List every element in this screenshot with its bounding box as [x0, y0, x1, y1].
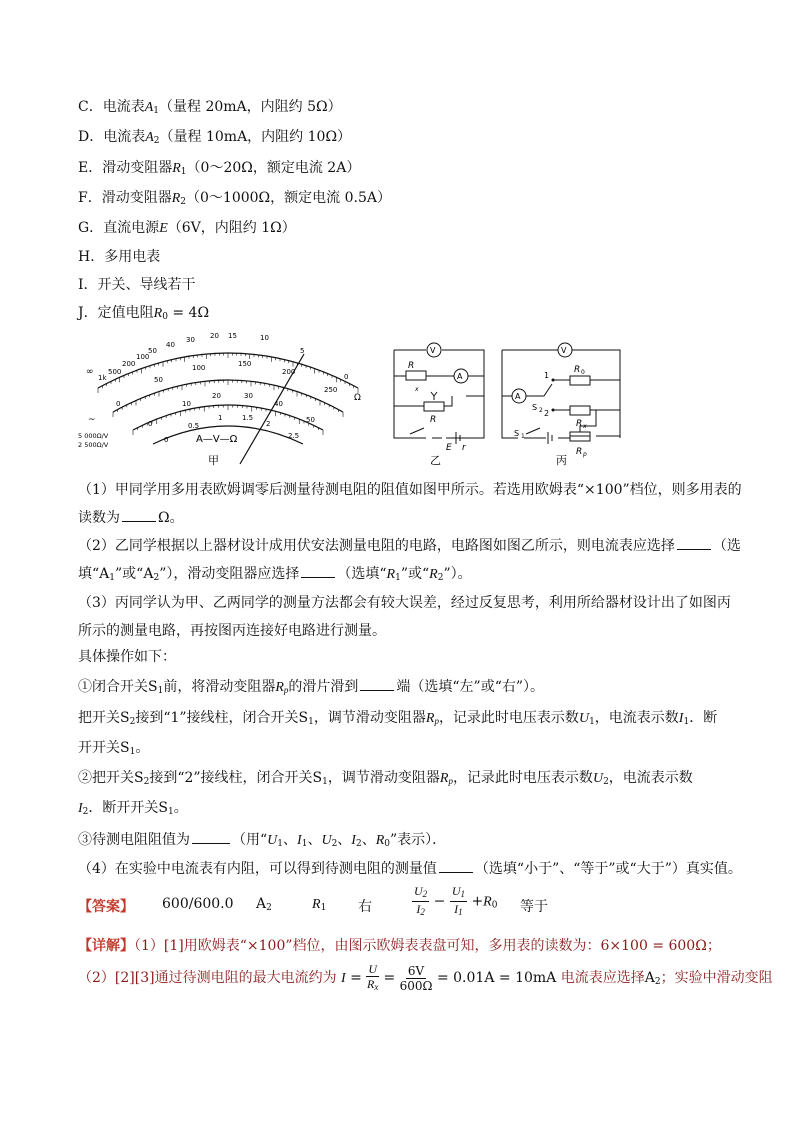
dc-tick-150: 150 [238, 360, 252, 368]
inner-tick-1: 1 [218, 414, 223, 422]
caption-jia: 甲 [208, 454, 219, 467]
option-c: C．电流表$A_1$（量程 20mA，内阻约 5Ω） [78, 99, 342, 116]
q1-line2: 读数为 Ω。 [78, 510, 184, 526]
q3-line1: （3）丙同学认为甲、乙两同学的测量方法都会有较大误差，经过反复思考，利用所给器材设计出了如图丙 [78, 595, 731, 611]
r-int-label: r [462, 443, 466, 453]
dc-tick-250: 250 [324, 386, 338, 394]
q2-line2: 填“$A_1$”或“$A_2$”），滑动变阻器应选择 （选填“$R_1$”或“$R_2$”）。 [78, 566, 472, 583]
rx-resistor [406, 371, 426, 380]
terminal-2: 2 [544, 409, 550, 418]
detail-line1: 【详解】（1）[1]用欧姆表“×100”档位，由图示欧姆表表盘可知，多用表的读数为：6×100 = 600Ω； [78, 938, 721, 954]
spec-2: 2 500Ω/V [78, 441, 109, 449]
tick-50: 50 [148, 347, 157, 355]
rx-label: R [576, 419, 583, 429]
r-label: R [430, 415, 437, 425]
omega-label: Ω [354, 393, 361, 403]
option-i: I．开关、导线若干 [78, 277, 196, 293]
tick-100: 100 [136, 353, 150, 361]
option-j: J．定值电阻$R_0 = 4\Omega$ [78, 305, 210, 322]
tick-15: 15 [228, 332, 237, 340]
tick-500: 500 [108, 368, 122, 376]
q2-blank-rheostat[interactable] [301, 565, 335, 578]
tick-1k: 1k [98, 374, 107, 382]
inner-tick-25: 2.5 [288, 432, 300, 440]
rx-sub: x [415, 386, 419, 393]
tick-10: 10 [260, 334, 269, 342]
rheostat [424, 402, 444, 411]
q3-step2b: $I_2$．断开开关$S_1$。 [78, 800, 188, 817]
rx-resistor [570, 406, 590, 415]
s2-label: S [532, 403, 538, 412]
ac-tick-40: 40 [274, 400, 283, 408]
ac-tick-50: 50 [306, 416, 315, 424]
inner-tick-2: 2 [266, 420, 271, 428]
caption-bing: 丙 [556, 454, 567, 467]
option-e: E．滑动变阻器$R_1(0\sim 20\Omega$，额定电流 2A） [78, 160, 361, 177]
ac-tick-0: 0 [148, 420, 153, 428]
e-label: E [446, 443, 452, 453]
ac-tick-20: 20 [212, 392, 221, 400]
q3-step1c: 开开关$S_1$。 [78, 740, 150, 757]
q3-step2: ②把开关$S_2$接到“2”接线柱，闭合开关$S_1$，调节滑动变阻器$R_p$，记录此时电压表示数$U_2$，电流表示数 [78, 770, 693, 787]
option-f: F．滑动变阻器$R_2(0\sim 1000\Omega$，额定电流 0.5A） [78, 190, 391, 207]
q4-blank[interactable] [439, 860, 473, 873]
q2-blank-ammeter[interactable] [677, 537, 711, 550]
tick-5: 5 [300, 347, 305, 355]
s1-sub: 1 [521, 433, 525, 440]
dc-tick-0: 0 [116, 400, 121, 408]
ac-tick-10: 10 [182, 400, 191, 408]
rx-sub: x [583, 423, 587, 430]
ac-tick-30: 30 [244, 392, 253, 400]
rp-label: R [576, 447, 583, 457]
q3-step3: ③待测电阻阻值为 （用“$U_1$、$I_1$、$U_2$、$I_2$、$R_0$”表示）． [78, 832, 447, 849]
q1-line1: （1）甲同学用多用表欧姆调零后测量待测电阻的阻值如图甲所示。若选用欧姆表“×100”档位，则多用表的 [78, 482, 742, 498]
q3-blank-formula[interactable] [192, 831, 230, 844]
caption-yi: 乙 [430, 454, 441, 467]
q4-line: （4）在实验中电流表有内阻，可以得到待测电阻的测量值 （选填“小于”、“等于”或“大于”）真实值。 [78, 861, 742, 877]
a-label: A [515, 392, 521, 401]
inner-tick-0: 0 [164, 436, 169, 444]
option-d: D．电流表$A_2$（量程 10mA，内阻约 10Ω） [78, 129, 352, 146]
inner-tick-15: 1.5 [242, 414, 254, 422]
tick-200: 200 [122, 360, 136, 368]
r0-label: R [574, 365, 581, 375]
q3-line2: 所示的测量电路，再按图丙连接好电路进行测量。 [78, 623, 386, 639]
q3-step1b: 把开关$S_2$接到“1”接线柱，闭合开关$S_1$，调节滑动变阻器$R_p$，记录此时电压表示数$U_1$，电流表示数$I_1$．断 [78, 710, 718, 727]
rx-label: R [408, 361, 415, 371]
r0-resistor [570, 376, 590, 385]
q1-blank[interactable] [122, 509, 156, 522]
terminal-1: 1 [544, 371, 550, 380]
q2-line1: （2）乙同学根据以上器材设计成用伏安法测量电阻的电路，电路图如图乙所示，则电流表应选择 （选 [78, 538, 741, 554]
dc-tick-100: 100 [192, 364, 206, 372]
tilde-label: ~ [88, 415, 96, 425]
answer-6: 等于 [520, 899, 548, 915]
detail-line2: （2）[2][3]通过待测电阻的最大电流约为 I = $\frac{U}{R_x}$ = $\frac{6V}{600\Omega}$ = 0.01A = 10mA 电流表应选择$A_2$；实验中滑动变阻 [78, 962, 773, 993]
dc-tick-50: 50 [154, 376, 163, 384]
figure-yi-circuit [386, 338, 490, 468]
s1-label: S [514, 429, 520, 438]
answer-2: $A_2$ [256, 896, 272, 913]
s2-sub: 2 [539, 407, 543, 414]
switch [410, 428, 424, 434]
a-label: A [457, 372, 463, 381]
q3-step1: ①闭合开关$S_1$前，将滑动变阻器$R_p$的滑片滑到 端（选填“左”或“右”）。 [78, 679, 545, 696]
answer-5: $\frac{U_2}{I_2}$ − $\frac{U_1}{I_1}$ $+R_0$ [414, 884, 498, 917]
answer-4: 右 [358, 899, 372, 915]
r0-sub: 0 [581, 369, 585, 376]
figure-bing-circuit [496, 338, 626, 468]
tick-0: 0 [344, 373, 349, 381]
tick-40: 40 [166, 341, 175, 349]
figure-jia-dial [78, 326, 378, 468]
answer-3: $R_1$ [312, 897, 327, 913]
tick-30: 30 [186, 336, 195, 344]
spec-1: 5 000Ω/V [78, 432, 109, 440]
rp-sub: p [583, 451, 587, 458]
center-label: A—V—Ω [196, 434, 238, 445]
option-h: H．多用电表 [78, 249, 161, 265]
switch-s1 [526, 428, 540, 434]
q3-line3: 具体操作如下： [78, 649, 176, 665]
dc-tick-200: 200 [282, 368, 296, 376]
v-label: V [561, 346, 567, 355]
tick-20: 20 [210, 332, 219, 340]
q3-blank-end[interactable] [360, 678, 394, 691]
answer-tag: 【答案】 [78, 899, 134, 915]
v-label: V [430, 346, 436, 355]
answer-1: 600/600.0 [162, 896, 234, 912]
option-g: G．直流电源E（6V，内阻约 1Ω） [78, 220, 296, 236]
tick-inf: ∞ [86, 367, 94, 377]
inner-tick-05: 0.5 [188, 422, 200, 430]
